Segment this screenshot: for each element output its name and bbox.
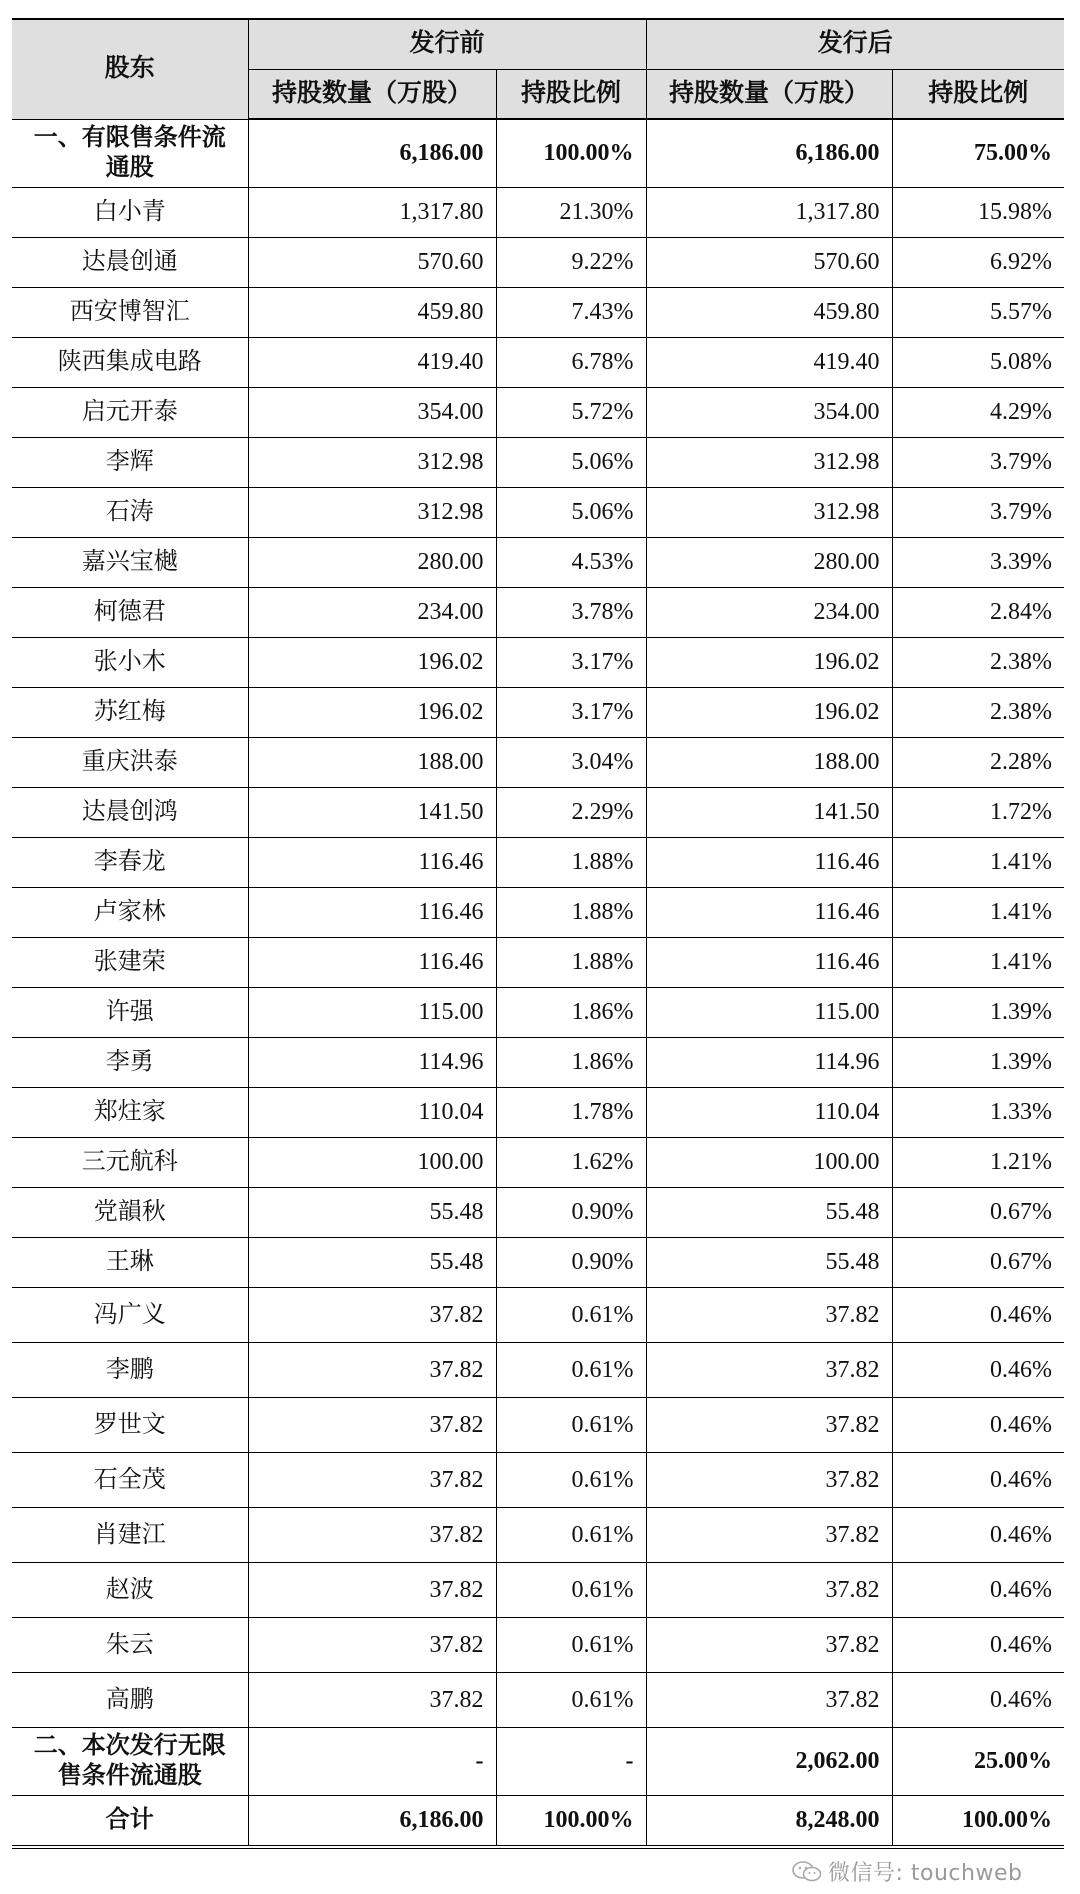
total-after-qty: 8,248.00: [646, 1795, 892, 1847]
cell-before-qty: 37.82: [248, 1287, 496, 1342]
header-shareholder: 股东: [12, 19, 248, 119]
cell-name: 白小青: [12, 187, 248, 237]
restricted-group-label: [12, 119, 248, 187]
table-row: [12, 787, 1064, 837]
cell-before-ratio: 1.88%: [496, 887, 646, 937]
table-row: [12, 637, 1064, 687]
header-before-qty: 持股数量（万股）: [248, 69, 496, 119]
table-row: [12, 1617, 1064, 1672]
table-row: [12, 1507, 1064, 1562]
cell-name: 卢家林: [12, 887, 248, 937]
cell-after-ratio: 5.57%: [892, 287, 1064, 337]
restricted-group-row: [12, 119, 1064, 187]
cell-name: 李辉: [12, 437, 248, 487]
cell-name: 柯德君: [12, 587, 248, 637]
table-row: [12, 587, 1064, 637]
table-row: [12, 1342, 1064, 1397]
cell-before-qty: 312.98: [248, 437, 496, 487]
cell-after-qty: 55.48: [646, 1237, 892, 1287]
table-header: [12, 19, 1064, 119]
cell-before-ratio: 3.78%: [496, 587, 646, 637]
cell-before-qty: 116.46: [248, 837, 496, 887]
cell-after-ratio: 1.21%: [892, 1137, 1064, 1187]
cell-name: 李勇: [12, 1037, 248, 1087]
unrestricted-group-row: [12, 1727, 1064, 1795]
header-after-issue: 发行后: [646, 19, 1064, 69]
cell-before-ratio: 0.90%: [496, 1237, 646, 1287]
cell-before-ratio: 9.22%: [496, 237, 646, 287]
wechat-icon: [792, 1860, 822, 1884]
cell-after-ratio: 1.41%: [892, 937, 1064, 987]
cell-before-ratio: 5.06%: [496, 437, 646, 487]
restricted-group-label-line2: 通股: [105, 155, 154, 181]
cell-before-ratio: 0.61%: [496, 1397, 646, 1452]
table-row: [12, 1562, 1064, 1617]
table-row: [12, 887, 1064, 937]
table-row: [12, 287, 1064, 337]
table-row: [12, 1137, 1064, 1187]
cell-before-ratio: 4.53%: [496, 537, 646, 587]
cell-after-ratio: 1.39%: [892, 987, 1064, 1037]
cell-after-ratio: 2.38%: [892, 687, 1064, 737]
cell-before-ratio: 3.17%: [496, 637, 646, 687]
cell-before-qty: 37.82: [248, 1562, 496, 1617]
cell-after-qty: 196.02: [646, 637, 892, 687]
cell-after-qty: 116.46: [646, 837, 892, 887]
cell-before-qty: 37.82: [248, 1452, 496, 1507]
unrestricted-group-label-line1: 二、本次发行无限: [33, 1733, 226, 1759]
document: [12, 18, 1064, 1849]
cell-before-qty: 37.82: [248, 1507, 496, 1562]
table-row: [12, 1187, 1064, 1237]
shareholding-table: [12, 18, 1064, 1849]
cell-after-ratio: 5.08%: [892, 337, 1064, 387]
cell-after-ratio: 1.39%: [892, 1037, 1064, 1087]
cell-before-qty: 100.00: [248, 1137, 496, 1187]
cell-after-qty: 234.00: [646, 587, 892, 637]
cell-before-ratio: 0.90%: [496, 1187, 646, 1237]
cell-before-qty: 312.98: [248, 487, 496, 537]
total-before-ratio: 100.00%: [496, 1795, 646, 1847]
cell-after-qty: 37.82: [646, 1287, 892, 1342]
cell-before-qty: 114.96: [248, 1037, 496, 1087]
cell-after-ratio: 0.67%: [892, 1237, 1064, 1287]
cell-before-ratio: 1.86%: [496, 1037, 646, 1087]
cell-after-ratio: 2.28%: [892, 737, 1064, 787]
cell-name: 郑炷家: [12, 1087, 248, 1137]
cell-before-ratio: 1.88%: [496, 937, 646, 987]
unrestricted-before-ratio: -: [496, 1727, 646, 1795]
cell-before-ratio: 1.88%: [496, 837, 646, 887]
cell-after-ratio: 15.98%: [892, 187, 1064, 237]
cell-name: 王琳: [12, 1237, 248, 1287]
cell-before-qty: 110.04: [248, 1087, 496, 1137]
cell-before-qty: 37.82: [248, 1397, 496, 1452]
cell-after-qty: 196.02: [646, 687, 892, 737]
watermark-text: 微信号: touchweb: [828, 1861, 1023, 1886]
cell-name: 达晨创鸿: [12, 787, 248, 837]
table-row: [12, 187, 1064, 237]
cell-name: 三元航科: [12, 1137, 248, 1187]
cell-name: 冯广义: [12, 1287, 248, 1342]
cell-before-qty: 37.82: [248, 1342, 496, 1397]
cell-after-qty: 37.82: [646, 1562, 892, 1617]
cell-name: 启元开泰: [12, 387, 248, 437]
cell-after-qty: 459.80: [646, 287, 892, 337]
cell-after-qty: 312.98: [646, 487, 892, 537]
cell-after-ratio: 0.46%: [892, 1507, 1064, 1562]
cell-name: 张建荣: [12, 937, 248, 987]
cell-after-ratio: 0.46%: [892, 1397, 1064, 1452]
cell-after-qty: 570.60: [646, 237, 892, 287]
cell-after-qty: 37.82: [646, 1397, 892, 1452]
cell-after-qty: 37.82: [646, 1507, 892, 1562]
cell-name: 李鹏: [12, 1342, 248, 1397]
table-body: [12, 119, 1064, 1847]
cell-before-qty: 280.00: [248, 537, 496, 587]
table-row: [12, 687, 1064, 737]
cell-before-ratio: 0.61%: [496, 1507, 646, 1562]
cell-before-qty: 188.00: [248, 737, 496, 787]
cell-after-ratio: 0.46%: [892, 1452, 1064, 1507]
cell-before-ratio: 0.61%: [496, 1562, 646, 1617]
cell-after-qty: 280.00: [646, 537, 892, 587]
cell-name: 嘉兴宝樾: [12, 537, 248, 587]
table-row: [12, 487, 1064, 537]
cell-after-ratio: 0.46%: [892, 1617, 1064, 1672]
cell-name: 朱云: [12, 1617, 248, 1672]
cell-before-ratio: 0.61%: [496, 1342, 646, 1397]
table-row: [12, 1452, 1064, 1507]
header-after-qty: 持股数量（万股）: [646, 69, 892, 119]
cell-before-qty: 55.48: [248, 1237, 496, 1287]
cell-name: 西安博智汇: [12, 287, 248, 337]
cell-after-ratio: 0.46%: [892, 1287, 1064, 1342]
cell-before-ratio: 1.86%: [496, 987, 646, 1037]
cell-before-ratio: 1.78%: [496, 1087, 646, 1137]
cell-before-qty: 55.48: [248, 1187, 496, 1237]
cell-after-qty: 188.00: [646, 737, 892, 787]
cell-after-qty: 37.82: [646, 1672, 892, 1727]
table-row: [12, 937, 1064, 987]
cell-after-ratio: 3.39%: [892, 537, 1064, 587]
restricted-before-ratio: 100.00%: [496, 119, 646, 187]
cell-before-ratio: 0.61%: [496, 1617, 646, 1672]
table-row: [12, 237, 1064, 287]
cell-after-qty: 55.48: [646, 1187, 892, 1237]
cell-after-ratio: 0.46%: [892, 1562, 1064, 1617]
cell-before-qty: 116.46: [248, 937, 496, 987]
unrestricted-before-qty: -: [248, 1727, 496, 1795]
cell-before-ratio: 3.17%: [496, 687, 646, 737]
cell-after-qty: 1,317.80: [646, 187, 892, 237]
cell-after-ratio: 1.33%: [892, 1087, 1064, 1137]
cell-before-ratio: 6.78%: [496, 337, 646, 387]
cell-after-ratio: 2.38%: [892, 637, 1064, 687]
restricted-after-ratio: 75.00%: [892, 119, 1064, 187]
cell-before-ratio: 2.29%: [496, 787, 646, 837]
restricted-after-qty: 6,186.00: [646, 119, 892, 187]
table-row: [12, 1237, 1064, 1287]
cell-before-qty: 1,317.80: [248, 187, 496, 237]
cell-after-qty: 114.96: [646, 1037, 892, 1087]
cell-after-ratio: 2.84%: [892, 587, 1064, 637]
cell-after-qty: 100.00: [646, 1137, 892, 1187]
cell-after-ratio: 3.79%: [892, 437, 1064, 487]
cell-after-ratio: 3.79%: [892, 487, 1064, 537]
cell-name: 罗世文: [12, 1397, 248, 1452]
cell-name: 石全茂: [12, 1452, 248, 1507]
table-row: [12, 737, 1064, 787]
cell-before-qty: 37.82: [248, 1672, 496, 1727]
cell-name: 李春龙: [12, 837, 248, 887]
table-row: [12, 987, 1064, 1037]
cell-name: 赵波: [12, 1562, 248, 1617]
watermark: [792, 1856, 1022, 1887]
cell-before-ratio: 7.43%: [496, 287, 646, 337]
cell-after-ratio: 4.29%: [892, 387, 1064, 437]
header-before-ratio: 持股比例: [496, 69, 646, 119]
total-after-ratio: 100.00%: [892, 1795, 1064, 1847]
table-row: [12, 1037, 1064, 1087]
cell-name: 重庆洪泰: [12, 737, 248, 787]
cell-before-qty: 419.40: [248, 337, 496, 387]
cell-before-qty: 196.02: [248, 637, 496, 687]
table-row: [12, 1672, 1064, 1727]
cell-after-qty: 116.46: [646, 887, 892, 937]
table-row: [12, 1287, 1064, 1342]
cell-after-qty: 110.04: [646, 1087, 892, 1137]
cell-before-qty: 570.60: [248, 237, 496, 287]
cell-after-ratio: 0.67%: [892, 1187, 1064, 1237]
cell-before-ratio: 0.61%: [496, 1672, 646, 1727]
cell-after-ratio: 0.46%: [892, 1672, 1064, 1727]
cell-name: 许强: [12, 987, 248, 1037]
table-row: [12, 1087, 1064, 1137]
cell-after-qty: 141.50: [646, 787, 892, 837]
table-row: [12, 387, 1064, 437]
cell-after-qty: 419.40: [646, 337, 892, 387]
header-before-issue: 发行前: [248, 19, 646, 69]
cell-before-qty: 37.82: [248, 1617, 496, 1672]
cell-before-qty: 234.00: [248, 587, 496, 637]
cell-before-qty: 196.02: [248, 687, 496, 737]
cell-before-qty: 115.00: [248, 987, 496, 1037]
cell-after-qty: 312.98: [646, 437, 892, 487]
cell-before-ratio: 0.61%: [496, 1452, 646, 1507]
cell-name: 苏红梅: [12, 687, 248, 737]
cell-after-ratio: 1.41%: [892, 887, 1064, 937]
cell-after-qty: 116.46: [646, 937, 892, 987]
cell-before-qty: 459.80: [248, 287, 496, 337]
cell-after-ratio: 6.92%: [892, 237, 1064, 287]
cell-before-qty: 141.50: [248, 787, 496, 837]
restricted-before-qty: 6,186.00: [248, 119, 496, 187]
cell-before-ratio: 5.06%: [496, 487, 646, 537]
cell-after-qty: 37.82: [646, 1617, 892, 1672]
total-label: 合计: [12, 1795, 248, 1847]
restricted-group-label-line1: 一、有限售条件流: [33, 125, 226, 151]
cell-after-qty: 115.00: [646, 987, 892, 1037]
cell-after-ratio: 1.41%: [892, 837, 1064, 887]
total-before-qty: 6,186.00: [248, 1795, 496, 1847]
cell-name: 石涛: [12, 487, 248, 537]
unrestricted-after-qty: 2,062.00: [646, 1727, 892, 1795]
cell-after-ratio: 1.72%: [892, 787, 1064, 837]
unrestricted-group-label-line2: 售条件流通股: [57, 1763, 202, 1789]
unrestricted-group-label: [12, 1727, 248, 1795]
cell-name: 达晨创通: [12, 237, 248, 287]
table-row: [12, 437, 1064, 487]
cell-name: 张小木: [12, 637, 248, 687]
cell-name: 陕西集成电路: [12, 337, 248, 387]
table-row: [12, 537, 1064, 587]
cell-before-ratio: 21.30%: [496, 187, 646, 237]
cell-name: 党韻秋: [12, 1187, 248, 1237]
unrestricted-after-ratio: 25.00%: [892, 1727, 1064, 1795]
cell-before-ratio: 5.72%: [496, 387, 646, 437]
cell-after-qty: 37.82: [646, 1452, 892, 1507]
table-row: [12, 837, 1064, 887]
cell-after-qty: 354.00: [646, 387, 892, 437]
cell-before-qty: 116.46: [248, 887, 496, 937]
cell-before-ratio: 3.04%: [496, 737, 646, 787]
cell-before-ratio: 0.61%: [496, 1287, 646, 1342]
cell-before-qty: 354.00: [248, 387, 496, 437]
header-after-ratio: 持股比例: [892, 69, 1064, 119]
cell-after-ratio: 0.46%: [892, 1342, 1064, 1397]
cell-name: 肖建江: [12, 1507, 248, 1562]
table-row: [12, 337, 1064, 387]
cell-before-ratio: 1.62%: [496, 1137, 646, 1187]
total-row: [12, 1795, 1064, 1847]
table-row: [12, 1397, 1064, 1452]
cell-name: 高鹏: [12, 1672, 248, 1727]
cell-after-qty: 37.82: [646, 1342, 892, 1397]
